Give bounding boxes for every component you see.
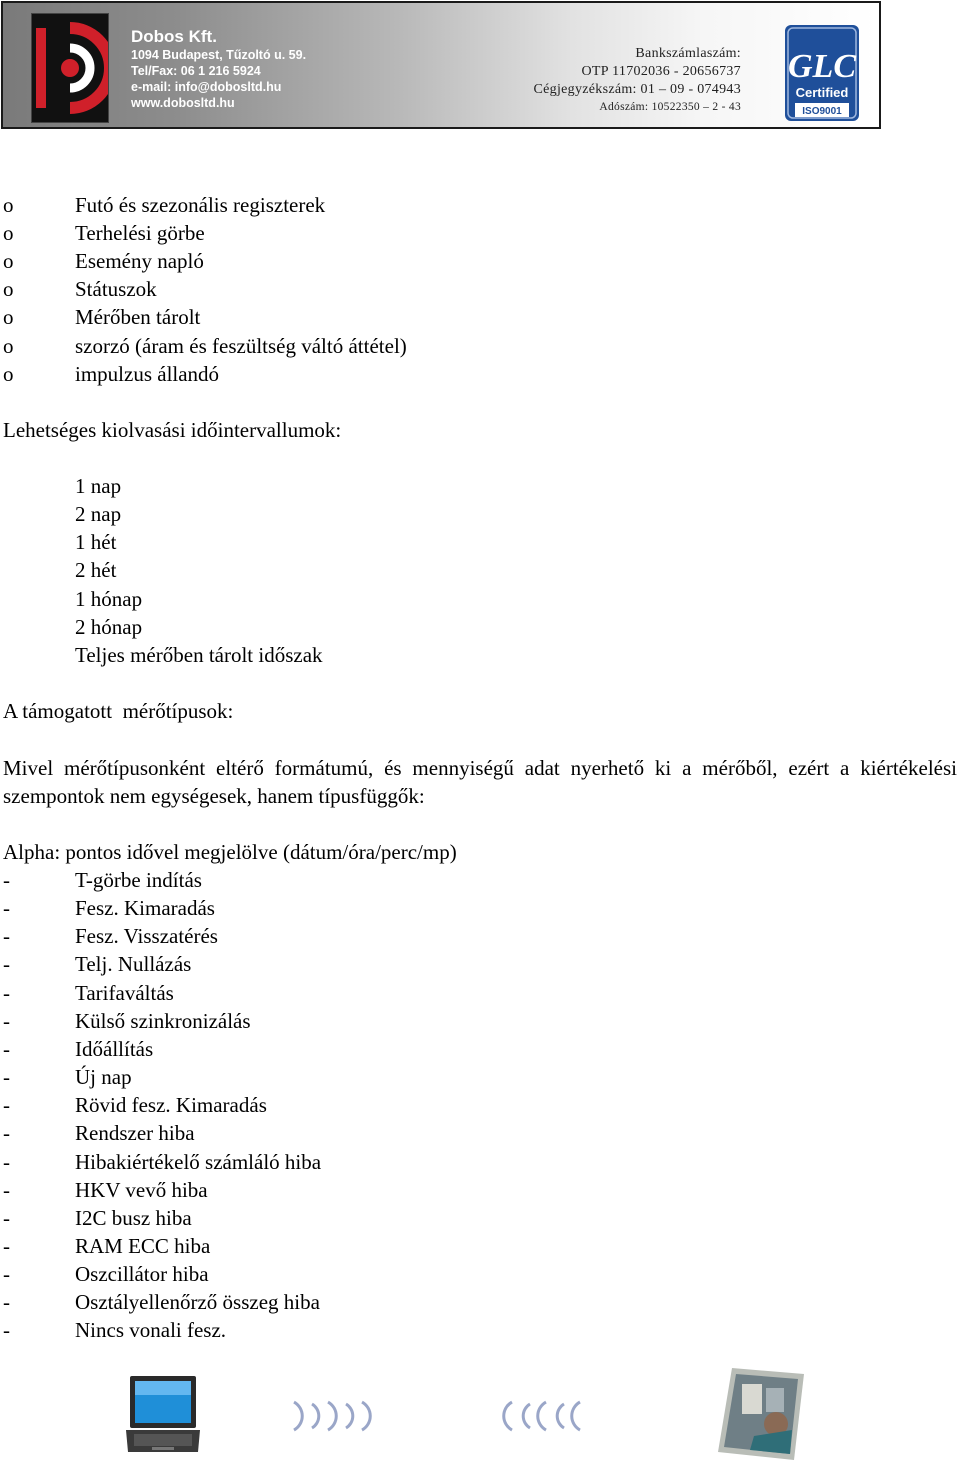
event-item: Oszcillátor hiba <box>75 1262 209 1286</box>
dash-marker: - <box>3 1206 10 1230</box>
event-item: Új nap <box>75 1065 132 1089</box>
event-item: T-görbe indítás <box>75 868 202 892</box>
list-marker: o <box>3 277 14 301</box>
event-item: Tarifaváltás <box>75 981 174 1005</box>
dash-marker: - <box>3 1234 10 1258</box>
event-item: Rövid fesz. Kimaradás <box>75 1093 267 1117</box>
list-item-text: Mérőben tárolt <box>75 305 201 329</box>
company-email: e-mail: info@dobosltd.hu <box>131 80 282 94</box>
event-item: I2C busz hiba <box>75 1206 192 1230</box>
dash-marker: - <box>3 1150 10 1174</box>
bank-account: OTP 11702036 - 20656737 <box>581 64 741 79</box>
cert-label: Certified <box>795 85 849 100</box>
company-phone: Tel/Fax: 06 1 216 5924 <box>131 64 261 78</box>
list-marker: o <box>3 334 14 358</box>
event-item: Fesz. Visszatérés <box>75 924 218 948</box>
cert-logo-text: GLC <box>788 48 856 85</box>
dash-marker: - <box>3 924 10 948</box>
section-heading: Lehetséges kiolvasási időintervallumok: <box>3 418 342 442</box>
dash-marker: - <box>3 1178 10 1202</box>
event-item: Fesz. Kimaradás <box>75 896 215 920</box>
event-item: Telj. Nullázás <box>75 952 192 976</box>
interval-item: 1 nap <box>75 474 122 498</box>
dash-marker: - <box>3 1121 10 1145</box>
dash-marker: - <box>3 1290 10 1314</box>
bank-info <box>534 45 742 115</box>
list-marker: o <box>3 221 14 245</box>
interval-item: Teljes mérőben tárolt időszak <box>75 643 323 667</box>
list-item-text: Terhelési görbe <box>75 221 205 245</box>
event-item: HKV vevő hiba <box>75 1178 208 1202</box>
dash-marker: - <box>3 896 10 920</box>
dash-marker: - <box>3 1093 10 1117</box>
list-marker: o <box>3 249 14 273</box>
event-item: Időállítás <box>75 1037 154 1061</box>
letterhead <box>1 1 881 129</box>
list-item-text: szorzó (áram és feszültség váltó áttétel) <box>75 334 407 358</box>
interval-item: 1 hét <box>75 530 117 554</box>
dobos-logo-icon <box>31 13 109 123</box>
company-address: 1094 Budapest, Tűzoltó u. 59. <box>131 48 307 62</box>
list-item-text: Esemény napló <box>75 249 204 273</box>
company-name: Dobos Kft. <box>131 27 217 46</box>
event-item: Rendszer hiba <box>75 1121 195 1145</box>
list-marker: o <box>3 362 14 386</box>
event-item: Osztályellenőrző összeg hiba <box>75 1290 320 1314</box>
bank-label: Bankszámlaszám: <box>635 46 741 61</box>
section-heading: Alpha: pontos idővel megjelölve (dátum/óra/perc/mp) <box>3 840 457 864</box>
interval-item: 2 hét <box>75 558 117 582</box>
dash-marker: - <box>3 1009 10 1033</box>
dash-marker: - <box>3 981 10 1005</box>
event-item: Külső szinkronizálás <box>75 1009 251 1033</box>
event-item: Nincs vonali fesz. <box>75 1318 227 1342</box>
list-marker: o <box>3 305 14 329</box>
tax-number: Adószám: 10522350 – 2 - 43 <box>599 101 741 113</box>
dash-marker: - <box>3 1318 10 1342</box>
dash-marker: - <box>3 1262 10 1286</box>
wave-logo-icon <box>490 1396 586 1436</box>
dash-marker: - <box>3 868 10 892</box>
list-item-text: Státuszok <box>75 277 157 301</box>
event-item: RAM ECC hiba <box>75 1234 211 1258</box>
dash-marker: - <box>3 952 10 976</box>
meter-photo-icon <box>714 1366 806 1462</box>
dash-marker: - <box>3 1037 10 1061</box>
list-marker: o <box>3 193 14 217</box>
list-item-text: Futó és szezonális regiszterek <box>75 193 326 217</box>
interval-item: 2 hónap <box>75 615 143 639</box>
cert-standard: ISO9001 <box>802 106 842 117</box>
company-web: www.dobosltd.hu <box>131 96 235 110</box>
list-item-text: impulzus állandó <box>75 362 220 386</box>
interval-item: 1 hónap <box>75 587 143 611</box>
registry-number: Cégjegyzékszám: 01 – 09 - 074943 <box>533 82 741 97</box>
meter-types-paragraph: Mivel mérőtípusonként eltérő formátumú, és mennyiségű adat nyerhető ki a mérőből, ezért a kiértékelési szempontok nem egységesek, hanem típusfüggők: <box>3 756 957 808</box>
section-heading: A támogatott mérőtípusok: <box>3 699 234 723</box>
wave-logo-icon <box>284 1396 380 1436</box>
dash-marker: - <box>3 1065 10 1089</box>
interval-item: 2 nap <box>75 502 122 526</box>
company-info <box>131 27 306 111</box>
event-item: Hibakiértékelő számláló hiba <box>75 1150 322 1174</box>
glc-certified-icon <box>785 25 859 121</box>
laptop-icon <box>122 1372 202 1460</box>
